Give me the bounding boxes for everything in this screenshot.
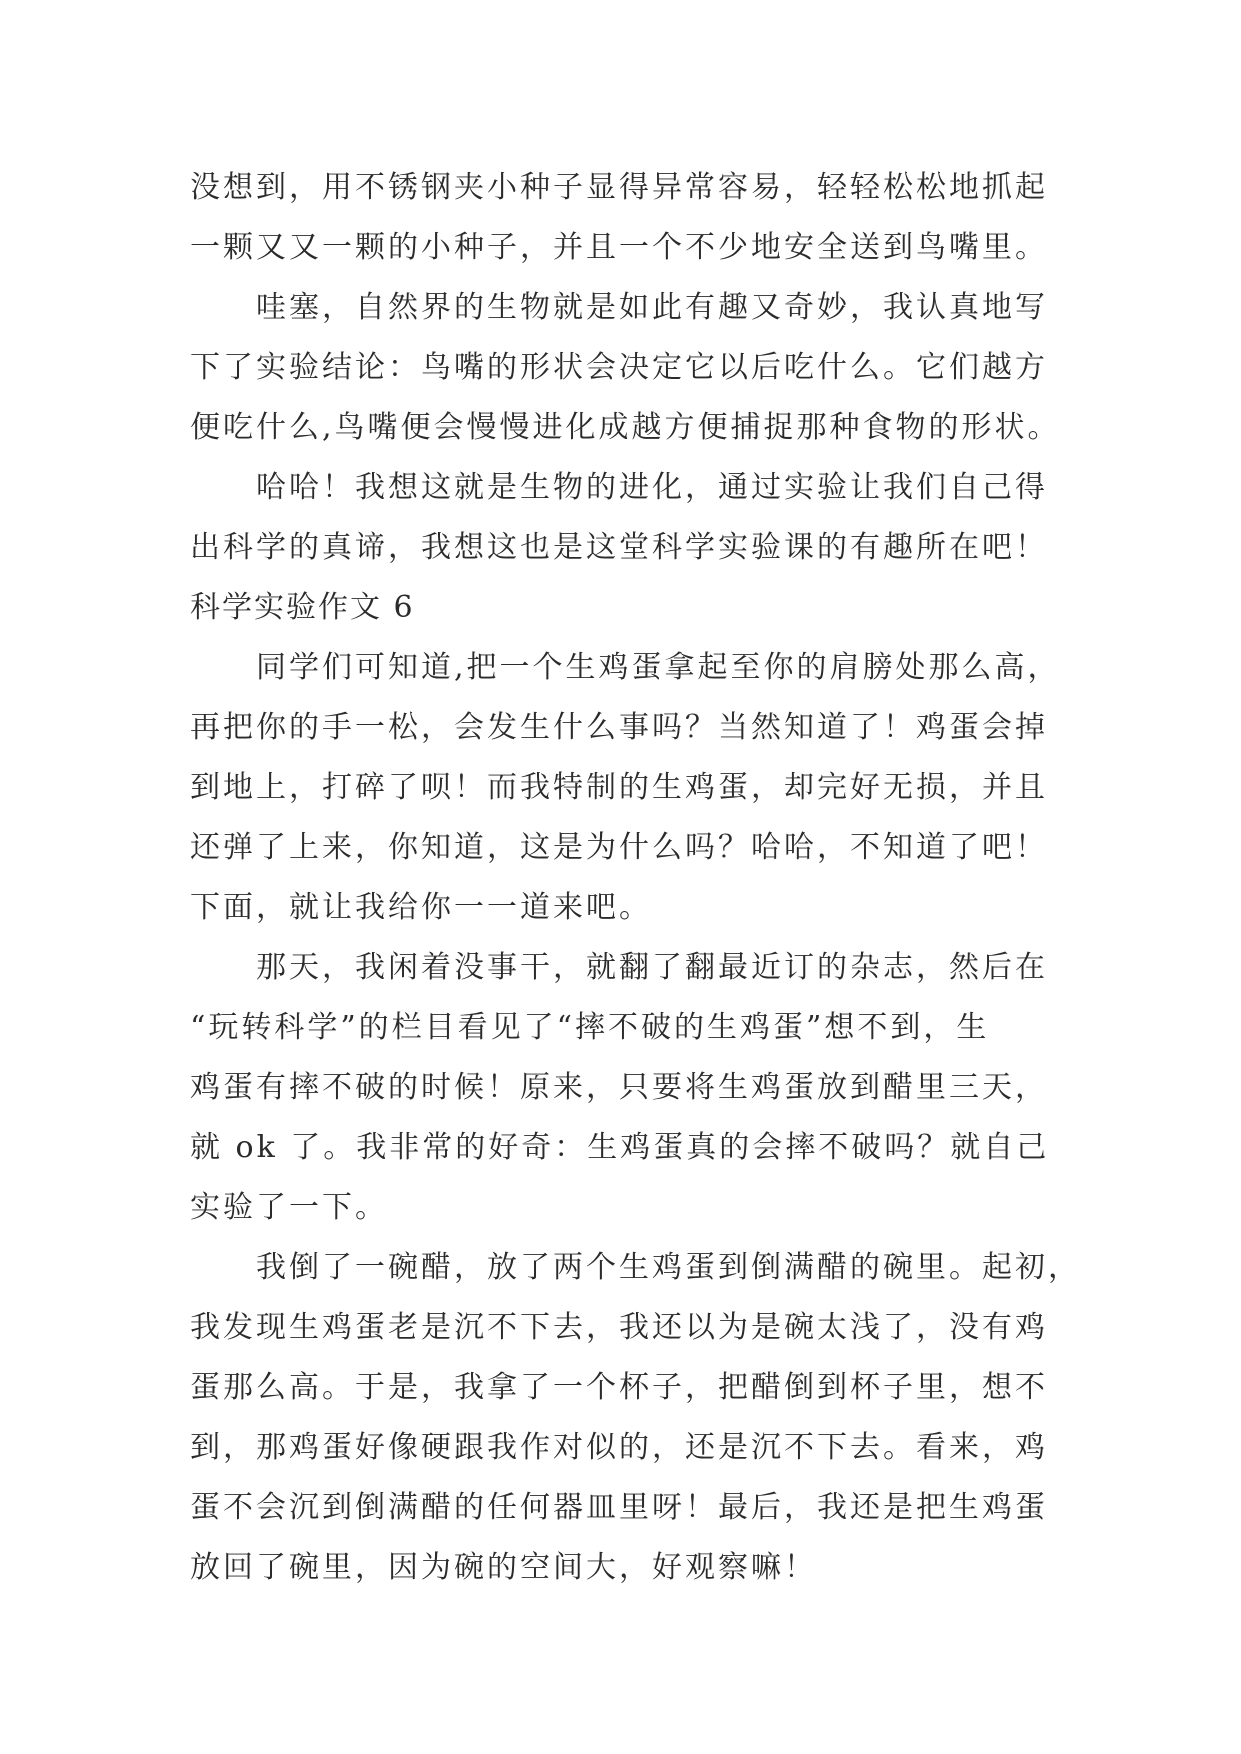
document-body	[190, 158, 1081, 1598]
text-line: 下了实验结论：鸟嘴的形状会决定它以后吃什么。它们越方	[190, 350, 1048, 385]
text-line: 我发现生鸡蛋老是沉不下去，我还以为是碗太浅了，没有鸡	[190, 1310, 1048, 1345]
text-line: “玩转科学”的栏目看见了“摔不破的生鸡蛋”想不到，生	[190, 1010, 990, 1045]
text-line: 同学们可知道,把一个生鸡蛋拿起至你的肩膀处那么高，	[256, 650, 1061, 685]
text-line: 鸡蛋有摔不破的时候！原来，只要将生鸡蛋放到醋里三天，	[190, 1070, 1048, 1105]
text-line: 蛋那么高。于是，我拿了一个杯子，把醋倒到杯子里，想不	[190, 1370, 1048, 1405]
text-line: 到，那鸡蛋好像硬跟我作对似的，还是沉不下去。看来，鸡	[190, 1430, 1048, 1465]
text-line: 那天，我闲着没事干，就翻了翻最近订的杂志，然后在	[256, 950, 1048, 985]
section-heading: 科学实验作文 6	[190, 590, 415, 625]
text-line: 便吃什么,鸟嘴便会慢慢进化成越方便捕捉那种食物的形状。	[190, 410, 1061, 445]
text-line: 还弹了上来，你知道，这是为什么吗？哈哈，不知道了吧！	[190, 830, 1048, 865]
text-line: 出科学的真谛，我想这也是这堂科学实验课的有趣所在吧！	[190, 530, 1048, 565]
text-line: 我倒了一碗醋，放了两个生鸡蛋到倒满醋的碗里。起初，	[256, 1250, 1081, 1285]
text-line: 就 ok 了。我非常的好奇：生鸡蛋真的会摔不破吗？就自己	[190, 1130, 1050, 1165]
text-line: 哇塞，自然界的生物就是如此有趣又奇妙，我认真地写	[256, 290, 1048, 325]
text-line: 没想到，用不锈钢夹小种子显得异常容易，轻轻松松地抓起	[190, 170, 1048, 205]
text-line: 到地上，打碎了呗！而我特制的生鸡蛋，却完好无损，并且	[190, 770, 1048, 805]
text-line: 实验了一下。	[190, 1190, 388, 1225]
text-line: 再把你的手一松，会发生什么事吗？当然知道了！鸡蛋会掉	[190, 710, 1048, 745]
text-line: 哈哈！我想这就是生物的进化，通过实验让我们自己得	[256, 470, 1048, 505]
text-line: 放回了碗里，因为碗的空间大，好观察嘛！	[190, 1550, 817, 1585]
text-line: 蛋不会沉到倒满醋的任何器皿里呀！最后，我还是把生鸡蛋	[190, 1490, 1048, 1525]
text-line: 下面，就让我给你一一道来吧。	[190, 890, 652, 925]
text-line: 一颗又又一颗的小种子，并且一个不少地安全送到鸟嘴里。	[190, 230, 1048, 265]
